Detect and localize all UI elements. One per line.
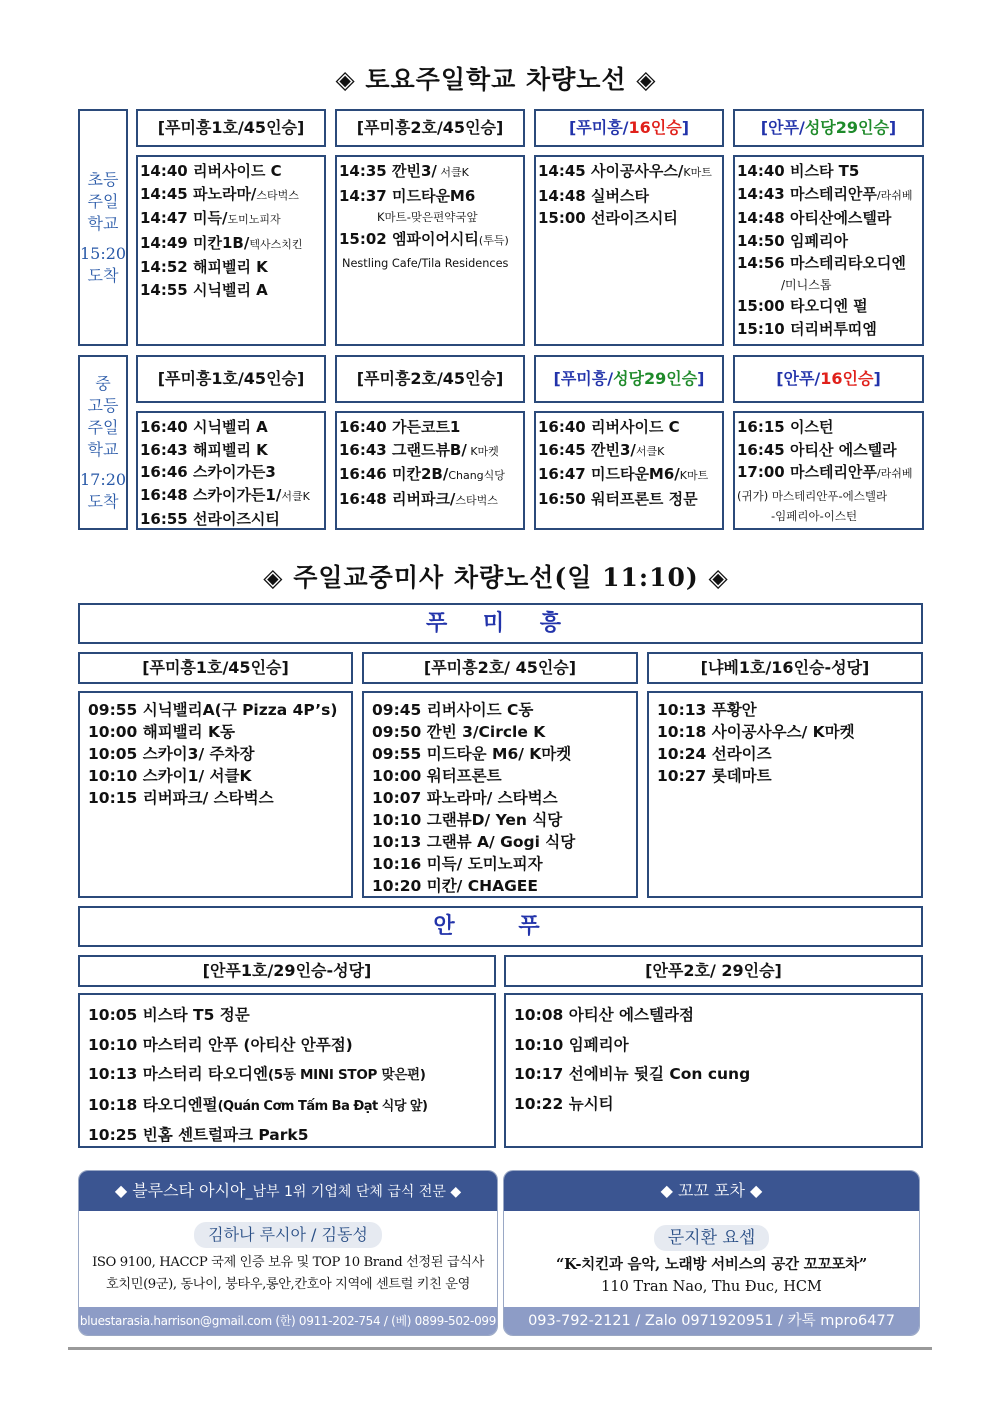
stop: 10:24 선라이즈 — [657, 745, 772, 763]
stop: 14:56 마스테리타오디엔 — [737, 254, 906, 273]
sun-route-nhabe — [647, 691, 923, 898]
ad-bluestar-contact: bluestarasia.harrison@gmail.com (한) 0911-202-754 / (베) 0899-502-099 — [79, 1307, 497, 1335]
stop: 15:10 더리버투띠엠 — [737, 319, 877, 338]
ad-kkokko-contact-name: 문지환 요셉 — [654, 1225, 770, 1251]
ad-kkokko-contact: 093-792-2121 / Zalo 0971920951 / 카톡 mpro6477 — [504, 1307, 919, 1335]
stop: 14:49 미칸1B/텍사스치킨 — [140, 233, 303, 252]
stop: 14:35 깐빈3/ 서클K — [339, 162, 469, 180]
sun-route-anphu1 — [78, 993, 496, 1148]
stop: 16:47 미드타운M6/K마트 — [538, 465, 709, 484]
elem-route-pmh2 — [335, 155, 525, 346]
middle-side-label: 중 고등 주일 학교 17:20 도착 — [78, 355, 128, 530]
stop: 10:10 마스터리 안푸 (아티산 안푸점) — [88, 1035, 353, 1054]
sun-header-nhabe: [냐베1호/16인승-성당] — [647, 652, 923, 684]
stop: 17:00 마스테리안푸/라쉬베 — [737, 463, 913, 482]
ad-bluestar-line1: ISO 9100, HACCP 국제 인증 보유 및 TOP 10 Brand 선정된 급식사 — [92, 1255, 484, 1270]
stop: 10:05 스카이3/ 주차장 — [88, 745, 255, 763]
stop: 10:18 타오디엔펄(Quán Cơm Tấm Ba Đạt 식당 앞) — [88, 1095, 428, 1114]
stop: 09:55 미드타운 M6/ K마켓 — [372, 745, 572, 763]
stop: 14:55 시닉벨리 A — [140, 280, 268, 299]
stop: 14:48 아티산에스텔라 — [737, 209, 892, 228]
stop: 14:40 비스타 T5 — [737, 162, 860, 180]
stop: 16:45 아티산 에스텔라 — [737, 440, 897, 459]
ad-kkokko — [503, 1170, 920, 1336]
elem-header-anphu: [안푸/성당29인승] — [733, 109, 924, 147]
stop: 15:00 선라이즈시티 — [538, 209, 678, 228]
mid-header-anphu: [안푸/16인승] — [733, 355, 924, 403]
stop: 10:05 비스타 T5 정문 — [88, 1006, 250, 1024]
ad-kkokko-slogan: “K-치킨과 음악, 노래방 서비스의 공간 꼬꼬포차” — [555, 1256, 868, 1273]
stop: 14:45 파노라마/스타벅스 — [140, 184, 299, 203]
elem-header-pmh2: [푸미흥2호/45인승] — [335, 109, 525, 147]
stop-note: /미니스톱 — [781, 277, 832, 292]
stop: 10:15 리버파크/ 스타벅스 — [88, 789, 274, 807]
stop: 16:55 선라이즈시티 — [140, 510, 280, 529]
sun-header-anphu2: [안푸2호/ 29인승] — [504, 955, 923, 987]
mid-route-pmh29 — [534, 411, 724, 530]
phumyhung-band: 푸 미 흥 — [78, 603, 923, 644]
stop: 10:13 그랜뷰 A/ Gogi 식당 — [372, 833, 576, 851]
elementary-side-label: 초등 주일 학교 15:20 도착 — [78, 109, 128, 346]
stop: 10:00 해피밸리 K동 — [88, 723, 236, 741]
footer-divider — [68, 1347, 932, 1350]
mid-route-anphu — [733, 411, 924, 530]
stop: 14:40 리버사이드 C — [140, 162, 282, 180]
stop: 16:48 리버파크/스타벅스 — [339, 489, 498, 508]
mid-route-pmh2 — [335, 411, 525, 530]
elem-route-pmh16 — [534, 155, 724, 346]
elem-route-pmh1 — [136, 155, 326, 346]
stop: 16:40 리버사이드 C — [538, 418, 680, 436]
stop-note: -임페리아-이스턴 — [771, 508, 858, 523]
ad-bluestar-header: ◆ 블루스타 아시아_남부 1위 기업체 단체 급식 전문 ◆ — [79, 1171, 497, 1211]
stop: 16:40 가든코트1 — [339, 418, 461, 436]
mid-route-pmh1 — [136, 411, 326, 530]
stop: 16:46 스카이가든3 — [140, 463, 276, 482]
sun-route-pmh1 — [78, 691, 353, 898]
stop: 16:46 미칸2B/Chang식당 — [339, 465, 505, 484]
stop: 10:13 푸황안 — [657, 701, 757, 719]
stop: 14:52 해피벨리 K — [140, 258, 268, 277]
sun-header-pmh1: [푸미흥1호/45인승] — [78, 652, 353, 684]
stop: 16:43 그랜드뷰B/ K마켓 — [339, 440, 499, 459]
sunday-title: ◈ 주일교중미사 차량노선(일 11:10) ◈ — [263, 563, 729, 592]
stop: 10:25 빈홈 센트럴파크 Park5 — [88, 1126, 309, 1144]
stop: 10:10 스카이1/ 서클K — [88, 767, 252, 785]
stop: 14:48 실버스타 — [538, 186, 649, 205]
anphu-band: 안 푸 — [78, 906, 923, 947]
elem-header-pmh16: [푸미흥/16인승] — [534, 109, 724, 147]
elem-header-pmh1: [푸미흥1호/45인승] — [136, 109, 326, 147]
stop: 16:40 시닉벨리 A — [140, 418, 268, 436]
stop: 10:18 사이공사우스/ K마켓 — [657, 723, 855, 741]
saturday-title: ◈ 토요주일학교 차량노선 ◈ — [335, 65, 657, 94]
stop: 14:47 미득/도미노피자 — [140, 209, 281, 228]
stop: 16:43 해피벨리 K — [140, 440, 268, 459]
stop: 16:50 워터프론트 정문 — [538, 489, 698, 508]
stop-note: K마트-맞은편약국앞 — [377, 210, 478, 225]
stop: 16:45 깐빈3/서클K — [538, 440, 665, 459]
stop: 15:02 엠파이어시티(투득) — [339, 230, 509, 249]
elem-route-anphu — [733, 155, 924, 346]
stop: 10:08 아티산 에스텔라점 — [514, 1006, 694, 1024]
stop: 10:22 뉴시티 — [514, 1094, 614, 1113]
stop: 09:55 시닉밸리A(구 Pizza 4P’s) — [88, 701, 338, 719]
stop-note: Nestling Cafe/Tila Residences — [342, 256, 509, 270]
stop: 10:17 선에비뉴 뒷길 Con cung — [514, 1065, 751, 1083]
sun-route-anphu2 — [504, 993, 923, 1148]
stop: 10:20 미칸/ CHAGEE — [372, 877, 538, 895]
stop: 10:00 워터프론트 — [372, 767, 502, 785]
mid-header-pmh29: [푸미흥/성당29인승] — [534, 355, 724, 403]
ad-bluestar — [78, 1170, 498, 1336]
mid-header-pmh2: [푸미흥2호/45인승] — [335, 355, 525, 403]
stop-note: (귀가) 마스테리안푸-에스텔라 — [737, 488, 888, 503]
sun-header-anphu1: [안푸1호/29인승-성당] — [78, 955, 496, 987]
stop: 15:00 타오디엔 펄 — [737, 296, 868, 315]
stop: 16:15 이스턴 — [737, 418, 834, 436]
stop: 14:45 사이공사우스/K마트 — [538, 162, 712, 180]
ad-kkokko-header: ◆ 꼬꼬 포차 ◆ — [504, 1171, 919, 1211]
stop: 10:07 파노라마/ 스타벅스 — [372, 789, 558, 807]
stop: 10:27 롯데마트 — [657, 767, 772, 785]
stop: 09:45 리버사이드 C동 — [372, 701, 534, 719]
stop: 09:50 깐빈 3/Circle K — [372, 723, 546, 741]
stop: 10:10 임페리아 — [514, 1035, 629, 1054]
stop: 14:50 임페리아 — [737, 231, 848, 250]
stop: 10:16 미득/ 도미노피자 — [372, 855, 543, 873]
sun-route-pmh2 — [362, 691, 638, 898]
mid-header-pmh1: [푸미흥1호/45인승] — [136, 355, 326, 403]
stop: 10:10 그랜뷰D/ Yen 식당 — [372, 811, 563, 829]
ad-bluestar-contact-name: 김하나 루시아 / 김동성 — [194, 1222, 382, 1248]
stop: 10:13 마스터리 타오디엔(5동 MINI STOP 맞은편) — [88, 1065, 426, 1083]
stop: 14:37 미드타운M6 — [339, 186, 476, 205]
ad-bluestar-line2: 호치민(9군), 동나이, 붕타우,롱안,칸호아 지역에 센트럴 키친 운영 — [106, 1277, 470, 1292]
sun-header-pmh2: [푸미흥2호/ 45인승] — [362, 652, 638, 684]
stop: 16:48 스카이가든1/서클K — [140, 485, 310, 504]
ad-kkokko-address: 110 Tran Nao, Thu Đuc, HCM — [601, 1279, 822, 1295]
stop: 14:43 마스테리안푸/라쉬베 — [737, 184, 913, 203]
